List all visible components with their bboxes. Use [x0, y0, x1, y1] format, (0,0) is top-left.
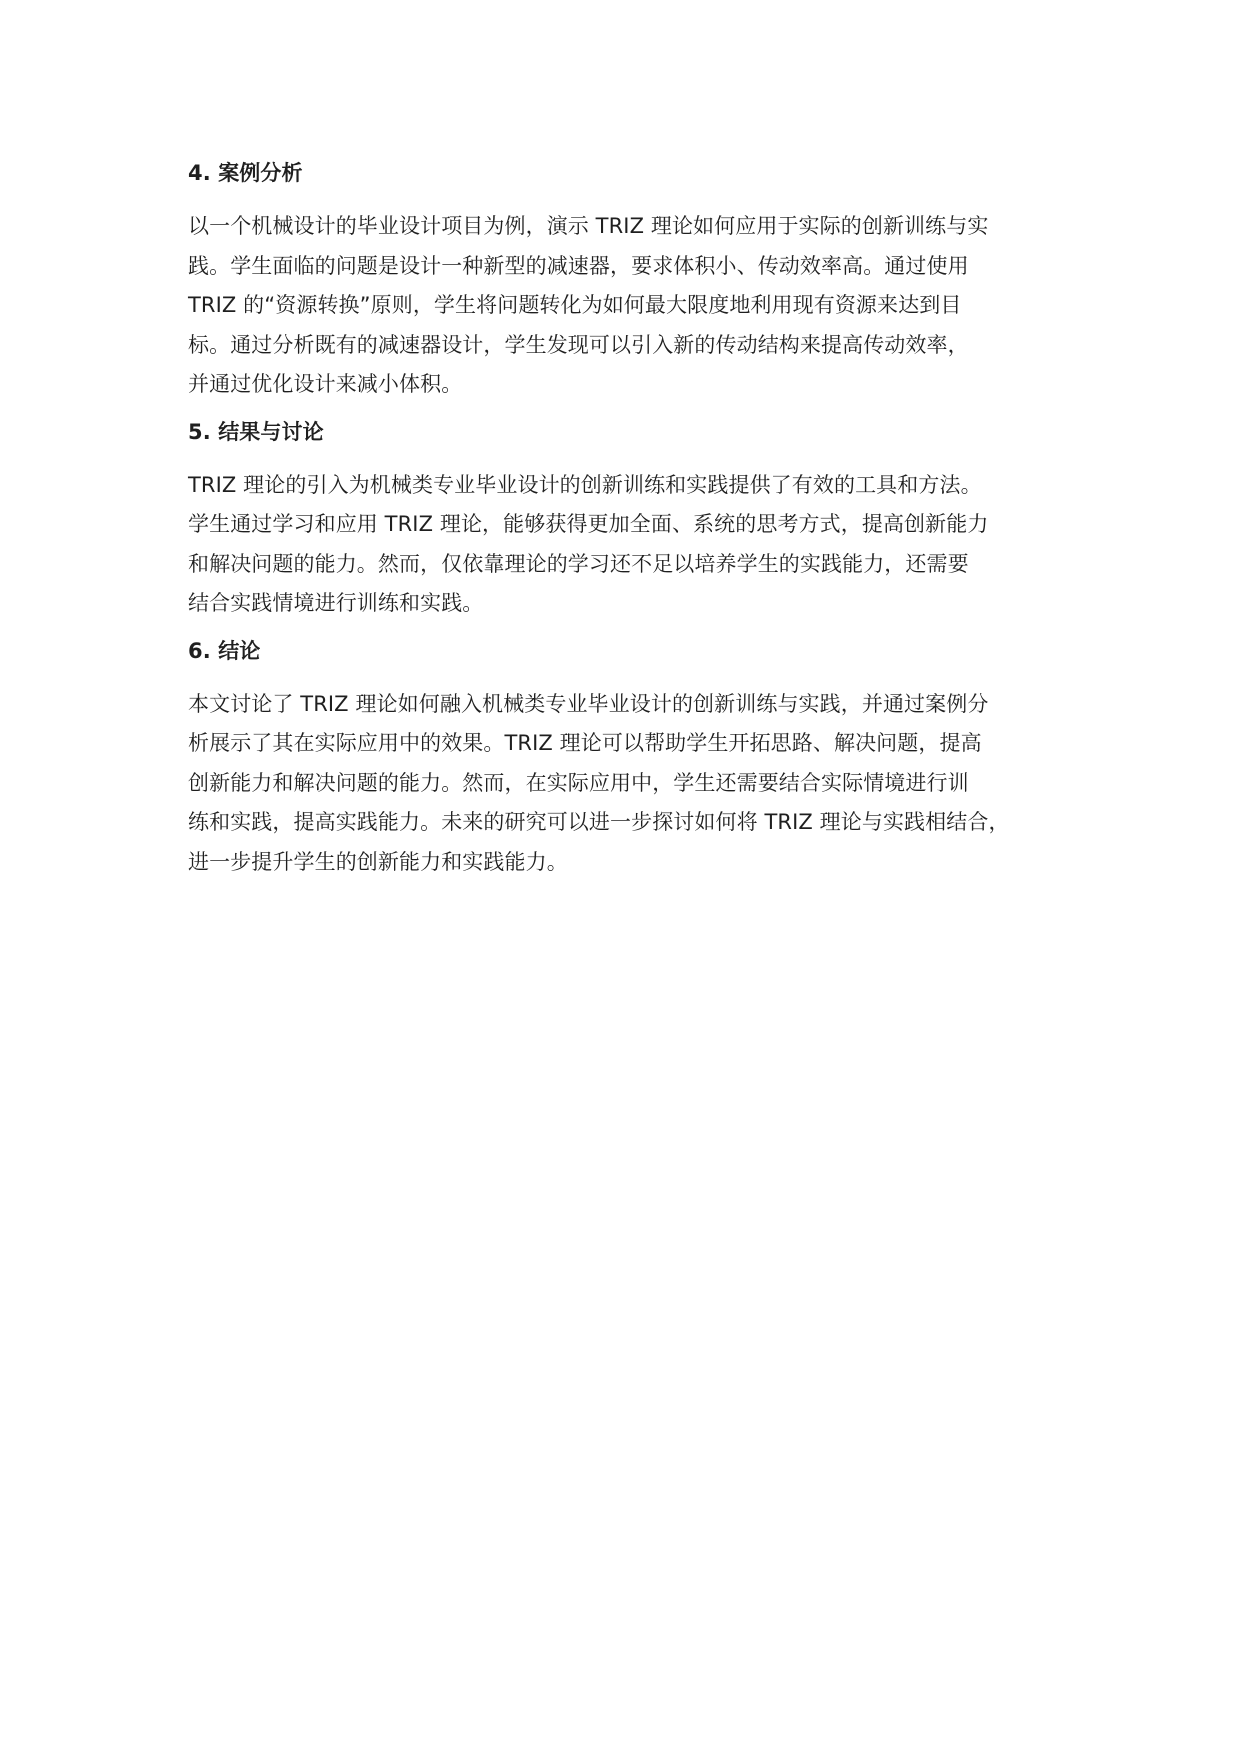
text-line: TRIZ 的“资源转换”原则，学生将问题转化为如何最大限度地利用现有资源来达到目 [188, 293, 962, 317]
text-line: 结合实践情境进行训练和实践。 [188, 591, 484, 615]
text-line: 析展示了其在实际应用中的效果。TRIZ 理论可以帮助学生开拓思路、解决问题，提高 [188, 731, 982, 755]
section-heading-case-analysis: 4. 案例分析 [188, 161, 303, 185]
document-body [188, 158, 1088, 894]
text-line: 标。通过分析既有的减速器设计，学生发现可以引入新的传动结构来提高传动效率， [188, 332, 969, 357]
text-line: 学生通过学习和应用 TRIZ 理论，能够获得更加全面、系统的思考方式，提高创新能力 [188, 512, 989, 536]
text-line: 本文讨论了 TRIZ 理论如何融入机械类专业毕业设计的创新训练与实践，并通过案例分 [188, 691, 989, 716]
text-line: 并通过优化设计来减小体积。 [188, 372, 463, 396]
text-line: 练和实践，提高实践能力。未来的研究可以进一步探讨如何将 TRIZ 理论与实践相结合， [188, 810, 1010, 834]
text-line: 以一个机械设计的毕业设计项目为例，演示 TRIZ 理论如何应用于实际的创新训练与实 [188, 214, 989, 238]
section-heading-conclusion: 6. 结论 [188, 638, 261, 663]
text-line: 和解决问题的能力。然而，仅依靠理论的学习还不足以培养学生的实践能力，还需要 [188, 551, 969, 576]
conclusion-paragraph [188, 685, 1088, 883]
text-line: 创新能力和解决问题的能力。然而，在实际应用中，学生还需要结合实际情境进行训 [188, 770, 969, 795]
results-discussion-paragraph [188, 466, 1088, 624]
text-line: 践。学生面临的问题是设计一种新型的减速器，要求体积小、传动效率高。通过使用 [188, 253, 969, 278]
case-analysis-paragraph [188, 207, 1088, 405]
section-heading-results-discussion: 5. 结果与讨论 [188, 419, 324, 444]
text-line: 进一步提升学生的创新能力和实践能力。 [188, 849, 568, 874]
text-line: TRIZ 理论的引入为机械类专业毕业设计的创新训练和实践提供了有效的工具和方法。 [188, 472, 982, 497]
